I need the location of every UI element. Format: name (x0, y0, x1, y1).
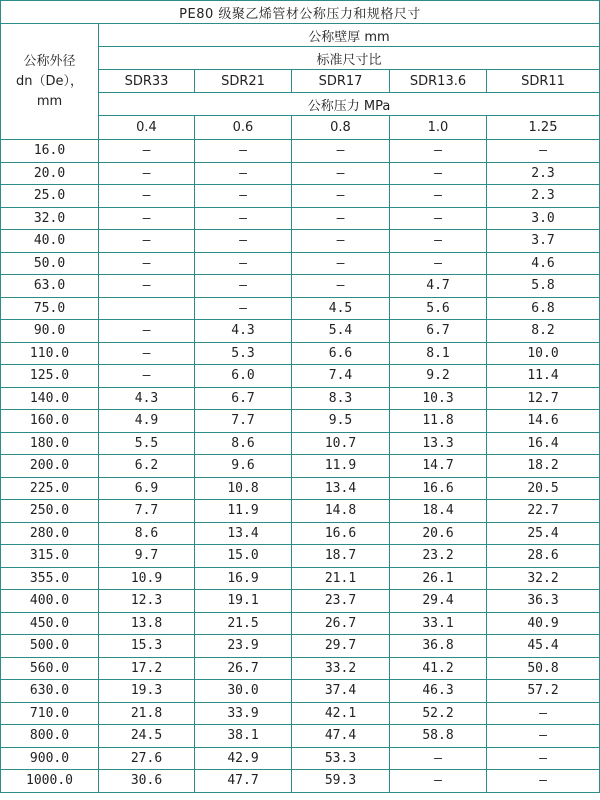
dn-cell: 50.0 (1, 252, 99, 275)
wall-thickness-cell: 9.5 (292, 410, 390, 433)
table-row (1, 207, 600, 230)
wall-thickness-cell: 19.1 (195, 590, 292, 613)
wall-thickness-cell: 12.3 (99, 590, 195, 613)
wall-thickness-cell: 28.6 (487, 545, 600, 568)
wall-thickness-cell: 13.3 (390, 432, 487, 455)
pressure-group-header: 公称压力 MPa (99, 93, 600, 116)
wall-thickness-cell: 23.2 (390, 545, 487, 568)
wall-thickness-cell: 15.3 (99, 635, 195, 658)
wall-thickness-cell: 12.7 (487, 387, 600, 410)
sdr-group-header: 标准尺寸比 (99, 47, 600, 70)
wall-thickness-cell: 8.6 (195, 432, 292, 455)
wall-thickness-cell: 9.6 (195, 455, 292, 478)
wall-thickness-cell: – (390, 140, 487, 163)
wall-thickness-header: 公称壁厚 mm (99, 24, 600, 47)
dn-cell: 450.0 (1, 612, 99, 635)
wall-thickness-cell: – (487, 702, 600, 725)
wall-thickness-cell: – (292, 230, 390, 253)
wall-thickness-cell: 18.7 (292, 545, 390, 568)
wall-thickness-cell: 11.4 (487, 365, 600, 388)
wall-thickness-cell: 23.9 (195, 635, 292, 658)
wall-thickness-cell: 5.8 (487, 275, 600, 298)
wall-thickness-cell: 46.3 (390, 680, 487, 703)
wall-thickness-cell: 41.2 (390, 657, 487, 680)
wall-thickness-cell: 4.3 (99, 387, 195, 410)
dn-header-line3: mm (36, 93, 63, 109)
wall-thickness-cell: 16.6 (390, 477, 487, 500)
wall-thickness-cell: 16.6 (292, 522, 390, 545)
pressure-col-header: 0.6 (195, 116, 292, 140)
wall-thickness-cell: – (99, 162, 195, 185)
wall-thickness-cell: – (487, 747, 600, 770)
wall-thickness-cell: 6.2 (99, 455, 195, 478)
wall-thickness-cell: 26.7 (195, 657, 292, 680)
wall-thickness-cell: 14.6 (487, 410, 600, 433)
wall-thickness-cell: 2.3 (487, 185, 600, 208)
wall-thickness-cell: 4.7 (390, 275, 487, 298)
wall-thickness-cell: 20.5 (487, 477, 600, 500)
wall-thickness-cell: 50.8 (487, 657, 600, 680)
wall-thickness-cell: – (292, 162, 390, 185)
dn-cell: 16.0 (1, 140, 99, 163)
dn-cell: 180.0 (1, 432, 99, 455)
wall-thickness-cell: 4.6 (487, 252, 600, 275)
wall-thickness-cell: 14.7 (390, 455, 487, 478)
wall-thickness-cell: – (487, 770, 600, 793)
wall-thickness-cell: – (99, 207, 195, 230)
table-title: PE80 级聚乙烯管材公称压力和规格尺寸 (1, 1, 600, 24)
wall-thickness-cell: – (99, 320, 195, 343)
wall-thickness-cell: – (195, 162, 292, 185)
wall-thickness-cell: – (99, 140, 195, 163)
wall-thickness-cell: – (99, 342, 195, 365)
wall-thickness-cell: 13.8 (99, 612, 195, 635)
dn-cell: 355.0 (1, 567, 99, 590)
wall-thickness-cell: 10.7 (292, 432, 390, 455)
pressure-col-header: 0.8 (292, 116, 390, 140)
table-row (1, 567, 600, 590)
wall-thickness-cell: – (292, 252, 390, 275)
pressure-col-header: 1.0 (390, 116, 487, 140)
wall-thickness-cell: 17.2 (99, 657, 195, 680)
wall-thickness-cell: 6.7 (390, 320, 487, 343)
table-row (1, 657, 600, 680)
wall-thickness-cell: 32.2 (487, 567, 600, 590)
wall-thickness-cell: 6.8 (487, 297, 600, 320)
dn-cell: 400.0 (1, 590, 99, 613)
wall-thickness-cell: 18.4 (390, 500, 487, 523)
table-row (1, 612, 600, 635)
wall-thickness-cell: 26.1 (390, 567, 487, 590)
wall-thickness-cell: – (292, 275, 390, 298)
dn-cell: 125.0 (1, 365, 99, 388)
dn-cell: 225.0 (1, 477, 99, 500)
wall-thickness-cell: 5.5 (99, 432, 195, 455)
table-row (1, 432, 600, 455)
wall-thickness-cell: 18.2 (487, 455, 600, 478)
dn-cell: 75.0 (1, 297, 99, 320)
sdr-col-header: SDR17 (292, 70, 390, 93)
wall-thickness-cell: 57.2 (487, 680, 600, 703)
wall-thickness-cell: 53.3 (292, 747, 390, 770)
wall-thickness-cell: 11.9 (292, 455, 390, 478)
wall-thickness-cell: 7.4 (292, 365, 390, 388)
dn-cell: 560.0 (1, 657, 99, 680)
dn-cell: 140.0 (1, 387, 99, 410)
dn-cell: 90.0 (1, 320, 99, 343)
wall-thickness-cell: – (292, 207, 390, 230)
wall-thickness-cell: 33.1 (390, 612, 487, 635)
dn-cell: 800.0 (1, 725, 99, 748)
wall-thickness-cell: 40.9 (487, 612, 600, 635)
table-row (1, 545, 600, 568)
wall-thickness-cell: – (292, 185, 390, 208)
wall-thickness-cell: 42.1 (292, 702, 390, 725)
wall-thickness-cell: 15.0 (195, 545, 292, 568)
wall-thickness-cell: 47.7 (195, 770, 292, 793)
wall-thickness-cell: – (99, 230, 195, 253)
table-row (1, 477, 600, 500)
wall-thickness-cell: 6.0 (195, 365, 292, 388)
wall-thickness-cell: 10.3 (390, 387, 487, 410)
table-row (1, 297, 600, 320)
table-row (1, 387, 600, 410)
wall-thickness-cell: – (292, 140, 390, 163)
dn-cell: 630.0 (1, 680, 99, 703)
wall-thickness-cell: 21.1 (292, 567, 390, 590)
wall-thickness-cell (99, 297, 195, 320)
wall-thickness-cell: 6.6 (292, 342, 390, 365)
wall-thickness-cell: 30.6 (99, 770, 195, 793)
dn-cell: 63.0 (1, 275, 99, 298)
wall-thickness-cell: 36.3 (487, 590, 600, 613)
wall-thickness-cell: 5.6 (390, 297, 487, 320)
table-row (1, 522, 600, 545)
wall-thickness-cell: – (390, 747, 487, 770)
pressure-col-header: 0.4 (99, 116, 195, 140)
wall-thickness-cell: 10.0 (487, 342, 600, 365)
wall-thickness-cell: 7.7 (195, 410, 292, 433)
table-row (1, 455, 600, 478)
dn-cell: 20.0 (1, 162, 99, 185)
wall-thickness-cell: – (195, 252, 292, 275)
wall-thickness-cell: 37.4 (292, 680, 390, 703)
wall-thickness-cell: 6.9 (99, 477, 195, 500)
dn-cell: 40.0 (1, 230, 99, 253)
wall-thickness-cell: 8.1 (390, 342, 487, 365)
wall-thickness-cell: – (195, 207, 292, 230)
wall-thickness-cell: 5.3 (195, 342, 292, 365)
table-row (1, 342, 600, 365)
wall-thickness-cell: 13.4 (195, 522, 292, 545)
dn-cell: 25.0 (1, 185, 99, 208)
wall-thickness-cell: 8.6 (99, 522, 195, 545)
wall-thickness-cell: 4.5 (292, 297, 390, 320)
dn-cell: 110.0 (1, 342, 99, 365)
wall-thickness-cell: 24.5 (99, 725, 195, 748)
wall-thickness-cell: 3.0 (487, 207, 600, 230)
wall-thickness-cell: 13.4 (292, 477, 390, 500)
wall-thickness-cell: – (195, 185, 292, 208)
wall-thickness-cell: 23.7 (292, 590, 390, 613)
table-row (1, 770, 600, 793)
wall-thickness-cell: – (99, 185, 195, 208)
wall-thickness-cell: 7.7 (99, 500, 195, 523)
sdr-col-header: SDR21 (195, 70, 292, 93)
wall-thickness-cell: 33.9 (195, 702, 292, 725)
table-row (1, 680, 600, 703)
wall-thickness-cell: 2.3 (487, 162, 600, 185)
wall-thickness-cell: 59.3 (292, 770, 390, 793)
dn-cell: 280.0 (1, 522, 99, 545)
wall-thickness-cell: 16.4 (487, 432, 600, 455)
wall-thickness-cell: – (99, 365, 195, 388)
table-row (1, 747, 600, 770)
wall-thickness-cell: – (390, 252, 487, 275)
wall-thickness-cell: – (390, 230, 487, 253)
wall-thickness-cell: – (390, 770, 487, 793)
wall-thickness-cell: 22.7 (487, 500, 600, 523)
dn-cell: 710.0 (1, 702, 99, 725)
wall-thickness-cell: 8.2 (487, 320, 600, 343)
wall-thickness-cell: 21.8 (99, 702, 195, 725)
wall-thickness-cell: 4.9 (99, 410, 195, 433)
dn-cell: 250.0 (1, 500, 99, 523)
pressure-col-header: 1.25 (487, 116, 600, 140)
wall-thickness-cell: 10.9 (99, 567, 195, 590)
wall-thickness-cell: 58.8 (390, 725, 487, 748)
wall-thickness-cell: 42.9 (195, 747, 292, 770)
wall-thickness-cell: 3.7 (487, 230, 600, 253)
wall-thickness-cell: – (195, 140, 292, 163)
table-row (1, 185, 600, 208)
dn-cell: 200.0 (1, 455, 99, 478)
wall-thickness-cell: 27.6 (99, 747, 195, 770)
wall-thickness-cell: – (99, 252, 195, 275)
sdr-col-header: SDR33 (99, 70, 195, 93)
wall-thickness-cell: – (195, 297, 292, 320)
table-row (1, 635, 600, 658)
wall-thickness-cell: 14.8 (292, 500, 390, 523)
wall-thickness-cell: – (195, 230, 292, 253)
table-row (1, 252, 600, 275)
table-row (1, 365, 600, 388)
wall-thickness-cell: 9.7 (99, 545, 195, 568)
dn-cell: 500.0 (1, 635, 99, 658)
wall-thickness-cell: 10.8 (195, 477, 292, 500)
table-row (1, 725, 600, 748)
dn-cell: 315.0 (1, 545, 99, 568)
wall-thickness-cell: – (195, 275, 292, 298)
wall-thickness-cell: 25.4 (487, 522, 600, 545)
wall-thickness-cell: 9.2 (390, 365, 487, 388)
table-row (1, 230, 600, 253)
wall-thickness-cell: 36.8 (390, 635, 487, 658)
wall-thickness-cell: – (390, 207, 487, 230)
wall-thickness-cell: 8.3 (292, 387, 390, 410)
sdr-col-header: SDR13.6 (390, 70, 487, 93)
wall-thickness-cell: 21.5 (195, 612, 292, 635)
table-row (1, 162, 600, 185)
wall-thickness-cell: 29.7 (292, 635, 390, 658)
table-row (1, 320, 600, 343)
wall-thickness-cell: 45.4 (487, 635, 600, 658)
table-row (1, 590, 600, 613)
wall-thickness-cell: 11.9 (195, 500, 292, 523)
table-row (1, 140, 600, 163)
dn-cell: 900.0 (1, 747, 99, 770)
wall-thickness-cell: 38.1 (195, 725, 292, 748)
dn-row-header (1, 24, 99, 140)
wall-thickness-cell: 26.7 (292, 612, 390, 635)
wall-thickness-cell: 16.9 (195, 567, 292, 590)
dn-cell: 1000.0 (1, 770, 99, 793)
dn-header-line1: 公称外径 (23, 53, 76, 69)
wall-thickness-cell: 30.0 (195, 680, 292, 703)
wall-thickness-cell: – (390, 185, 487, 208)
wall-thickness-cell: – (99, 275, 195, 298)
wall-thickness-cell: – (487, 140, 600, 163)
wall-thickness-cell: 11.8 (390, 410, 487, 433)
wall-thickness-cell: 29.4 (390, 590, 487, 613)
wall-thickness-cell: 47.4 (292, 725, 390, 748)
table-row (1, 702, 600, 725)
wall-thickness-cell: 52.2 (390, 702, 487, 725)
table-row (1, 500, 600, 523)
dn-cell: 32.0 (1, 207, 99, 230)
wall-thickness-cell: 5.4 (292, 320, 390, 343)
dn-cell: 160.0 (1, 410, 99, 433)
table-row (1, 410, 600, 433)
dn-header-line2: dn（De）， (16, 73, 83, 89)
wall-thickness-cell: 4.3 (195, 320, 292, 343)
wall-thickness-cell: – (487, 725, 600, 748)
wall-thickness-cell: 19.3 (99, 680, 195, 703)
wall-thickness-cell: 6.7 (195, 387, 292, 410)
table-row (1, 275, 600, 298)
sdr-col-header: SDR11 (487, 70, 600, 93)
wall-thickness-cell: 33.2 (292, 657, 390, 680)
wall-thickness-cell: 20.6 (390, 522, 487, 545)
wall-thickness-cell: – (390, 162, 487, 185)
